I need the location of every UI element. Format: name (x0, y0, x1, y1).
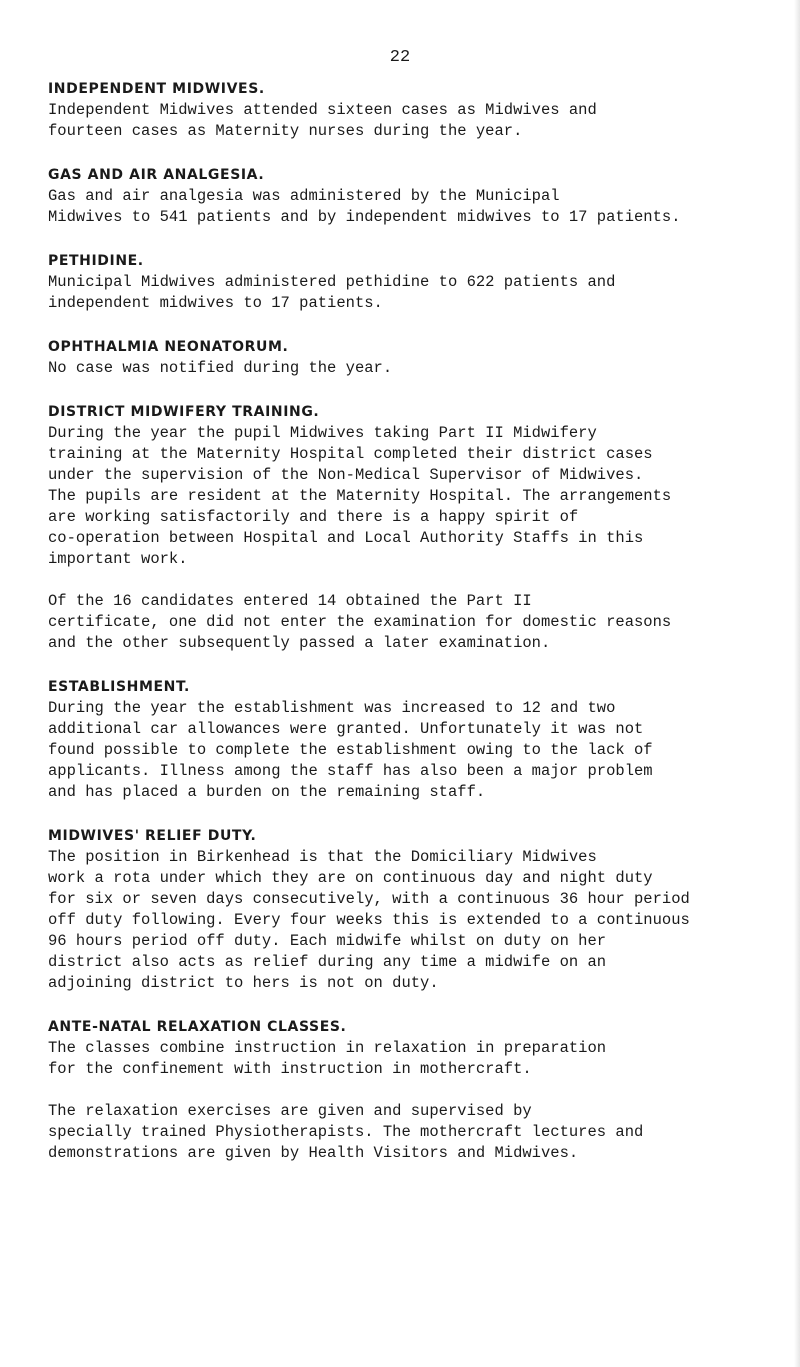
section-heading: ESTABLISHMENT. (48, 679, 190, 695)
section-district-midwifery-training (48, 401, 788, 654)
section-gas-and-air-analgesia (48, 164, 788, 228)
paragraph: During the year the establishment was increased to 12 and two additional car allowances were granted. Unfortunately it was not found possible to complete the establishment owing to the lack of applicants. Illness among the staff has also been a major problem and has placed a burden on the remaining staff. (48, 699, 653, 801)
section-heading: OPHTHALMIA NEONATORUM. (48, 339, 289, 355)
paragraph: The position in Birkenhead is that the Domiciliary Midwives work a rota under which they are on continuous day and night duty for six or seven days consecutively, with a continuous 36 hour period off duty following. Every four weeks this is extended to a continuous 96 hours period off duty. Each midwife whilst on duty on her district also acts as relief during any time a midwife on an adjoining district to hers is not on duty. (48, 848, 690, 992)
paragraph: Municipal Midwives administered pethidine to 622 patients and independent midwives to 17 patients. (48, 273, 616, 312)
paragraph: No case was notified during the year. (48, 359, 393, 377)
section-heading: DISTRICT MIDWIFERY TRAINING. (48, 404, 320, 420)
section-pethidine (48, 250, 788, 314)
section-establishment (48, 676, 788, 803)
paragraph: Gas and air analgesia was administered by the Municipal Midwives to 541 patients and by independent midwives to 17 patients. (48, 187, 681, 226)
document-body (48, 78, 788, 1186)
section-heading: GAS AND AIR ANALGESIA. (48, 167, 265, 183)
section-ante-natal-relaxation-classes (48, 1016, 788, 1164)
section-independent-midwives (48, 78, 788, 142)
page-number: 22 (389, 48, 411, 67)
section-midwives-relief-duty (48, 825, 788, 994)
section-heading: MIDWIVES' RELIEF DUTY. (48, 828, 257, 844)
section-heading: INDEPENDENT MIDWIVES. (48, 81, 265, 97)
section-heading: ANTE-NATAL RELAXATION CLASSES. (48, 1019, 347, 1035)
section-heading: PETHIDINE. (48, 253, 144, 269)
section-ophthalmia-neonatorum (48, 336, 788, 379)
paragraph: The relaxation exercises are given and supervised by specially trained Physiotherapists. The mothercraft lectures and demonstrations are given by Health Visitors and Midwives. (48, 1102, 644, 1162)
paragraph: Of the 16 candidates entered 14 obtained the Part II certificate, one did not enter the examination for domestic reasons and the other subsequently passed a later examination. (48, 592, 672, 652)
paragraph: During the year the pupil Midwives taking Part II Midwifery training at the Maternity Hospital completed their district cases under the supervision of the Non-Medical Supervisor of Midwives. The pupils are resident at the Maternity Hospital. The arrangements are working satisfactorily and there is a happy spirit of co-operation between Hospital and Local Authority Staffs in this important work. (48, 424, 672, 568)
page-edge-shadow (794, 0, 800, 1367)
paragraph: The classes combine instruction in relaxation in preparation for the confinement with instruction in mothercraft. (48, 1039, 607, 1078)
paragraph: Independent Midwives attended sixteen cases as Midwives and fourteen cases as Maternity nurses during the year. (48, 101, 597, 140)
